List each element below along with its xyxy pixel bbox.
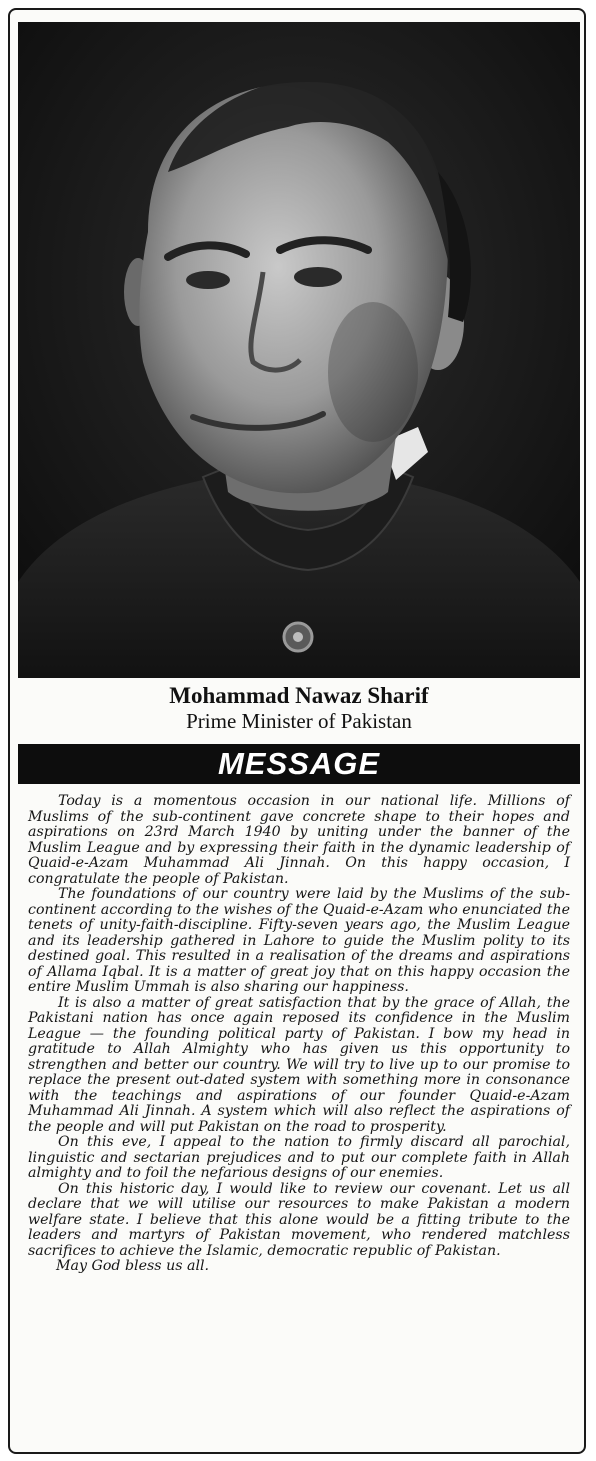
message-banner: MESSAGE xyxy=(18,744,580,784)
message-paragraph: The foundations of our country were laid by the Muslims of the sub-continent according to the wishes of the Quaid-e-Azam who enunciated the tenets of unity-faith-discipline. Fifty-seven years ago, the Muslim League and its leadership gathered in Lahore to guide the Muslim polity to its destined goal. This resulted in a realisation of the dreams and aspirations of Allama Iqbal. It is a matter of great joy that on this happy occasion the entire Muslim Ummah is also sharing our happiness. xyxy=(28,886,570,995)
message-paragraph: On this historic day, I would like to review our covenant. Let us all declare that we will utilise our resources to make Pakistan a modern welfare state. I believe that this alone would be a fitting tribute to the leaders and martyrs of Pakistan movement, who rendered matchless sacrifices to achieve the Islamic, democratic republic of Pakistan. xyxy=(28,1180,570,1259)
person-name: Mohammad Nawaz Sharif xyxy=(169,683,429,708)
photo-caption xyxy=(18,680,580,733)
message-paragraph: Today is a momentous occasion in our national life. Millions of Muslims of the sub-continent gave concrete shape to their hopes and aspirations on 23rd March 1940 by uniting under the banner of the Muslim League and by expressing their faith in the dynamic leadership of Quaid-e-Azam Muhammad Ali Jinnah. On this happy occasion, I congratulate the people of Pakistan. xyxy=(28,793,570,887)
message-paragraph: On this eve, I appeal to the nation to firmly discard all parochial, linguistic and sectarian prejudices and to put our complete faith in Allah almighty and to foil the nefarious designs of our enemies. xyxy=(28,1134,570,1181)
portrait-photo xyxy=(18,22,580,678)
person-title: Prime Minister of Pakistan xyxy=(186,709,412,733)
message-body xyxy=(28,794,570,1275)
message-closing: May God bless us all. xyxy=(56,1258,210,1274)
portrait-icon xyxy=(18,22,580,678)
message-paragraph: It is also a matter of great satisfaction that by the grace of Allah, the Pakistani nation has once again reposed its confidence in the Muslim League — the founding political party of Pakistan. I bow my head in gratitude to Allah Almighty who has given us this opportunity to strengthen and better our country. We will try to live up to our promise to replace the present out-dated system with something more in consonance with the teachings and aspirations of our founder Quaid-e-Azam Muhammad Ali Jinnah. A system which will also reflect the aspirations of the people and will put Pakistan on the road to prosperity. xyxy=(28,994,570,1135)
